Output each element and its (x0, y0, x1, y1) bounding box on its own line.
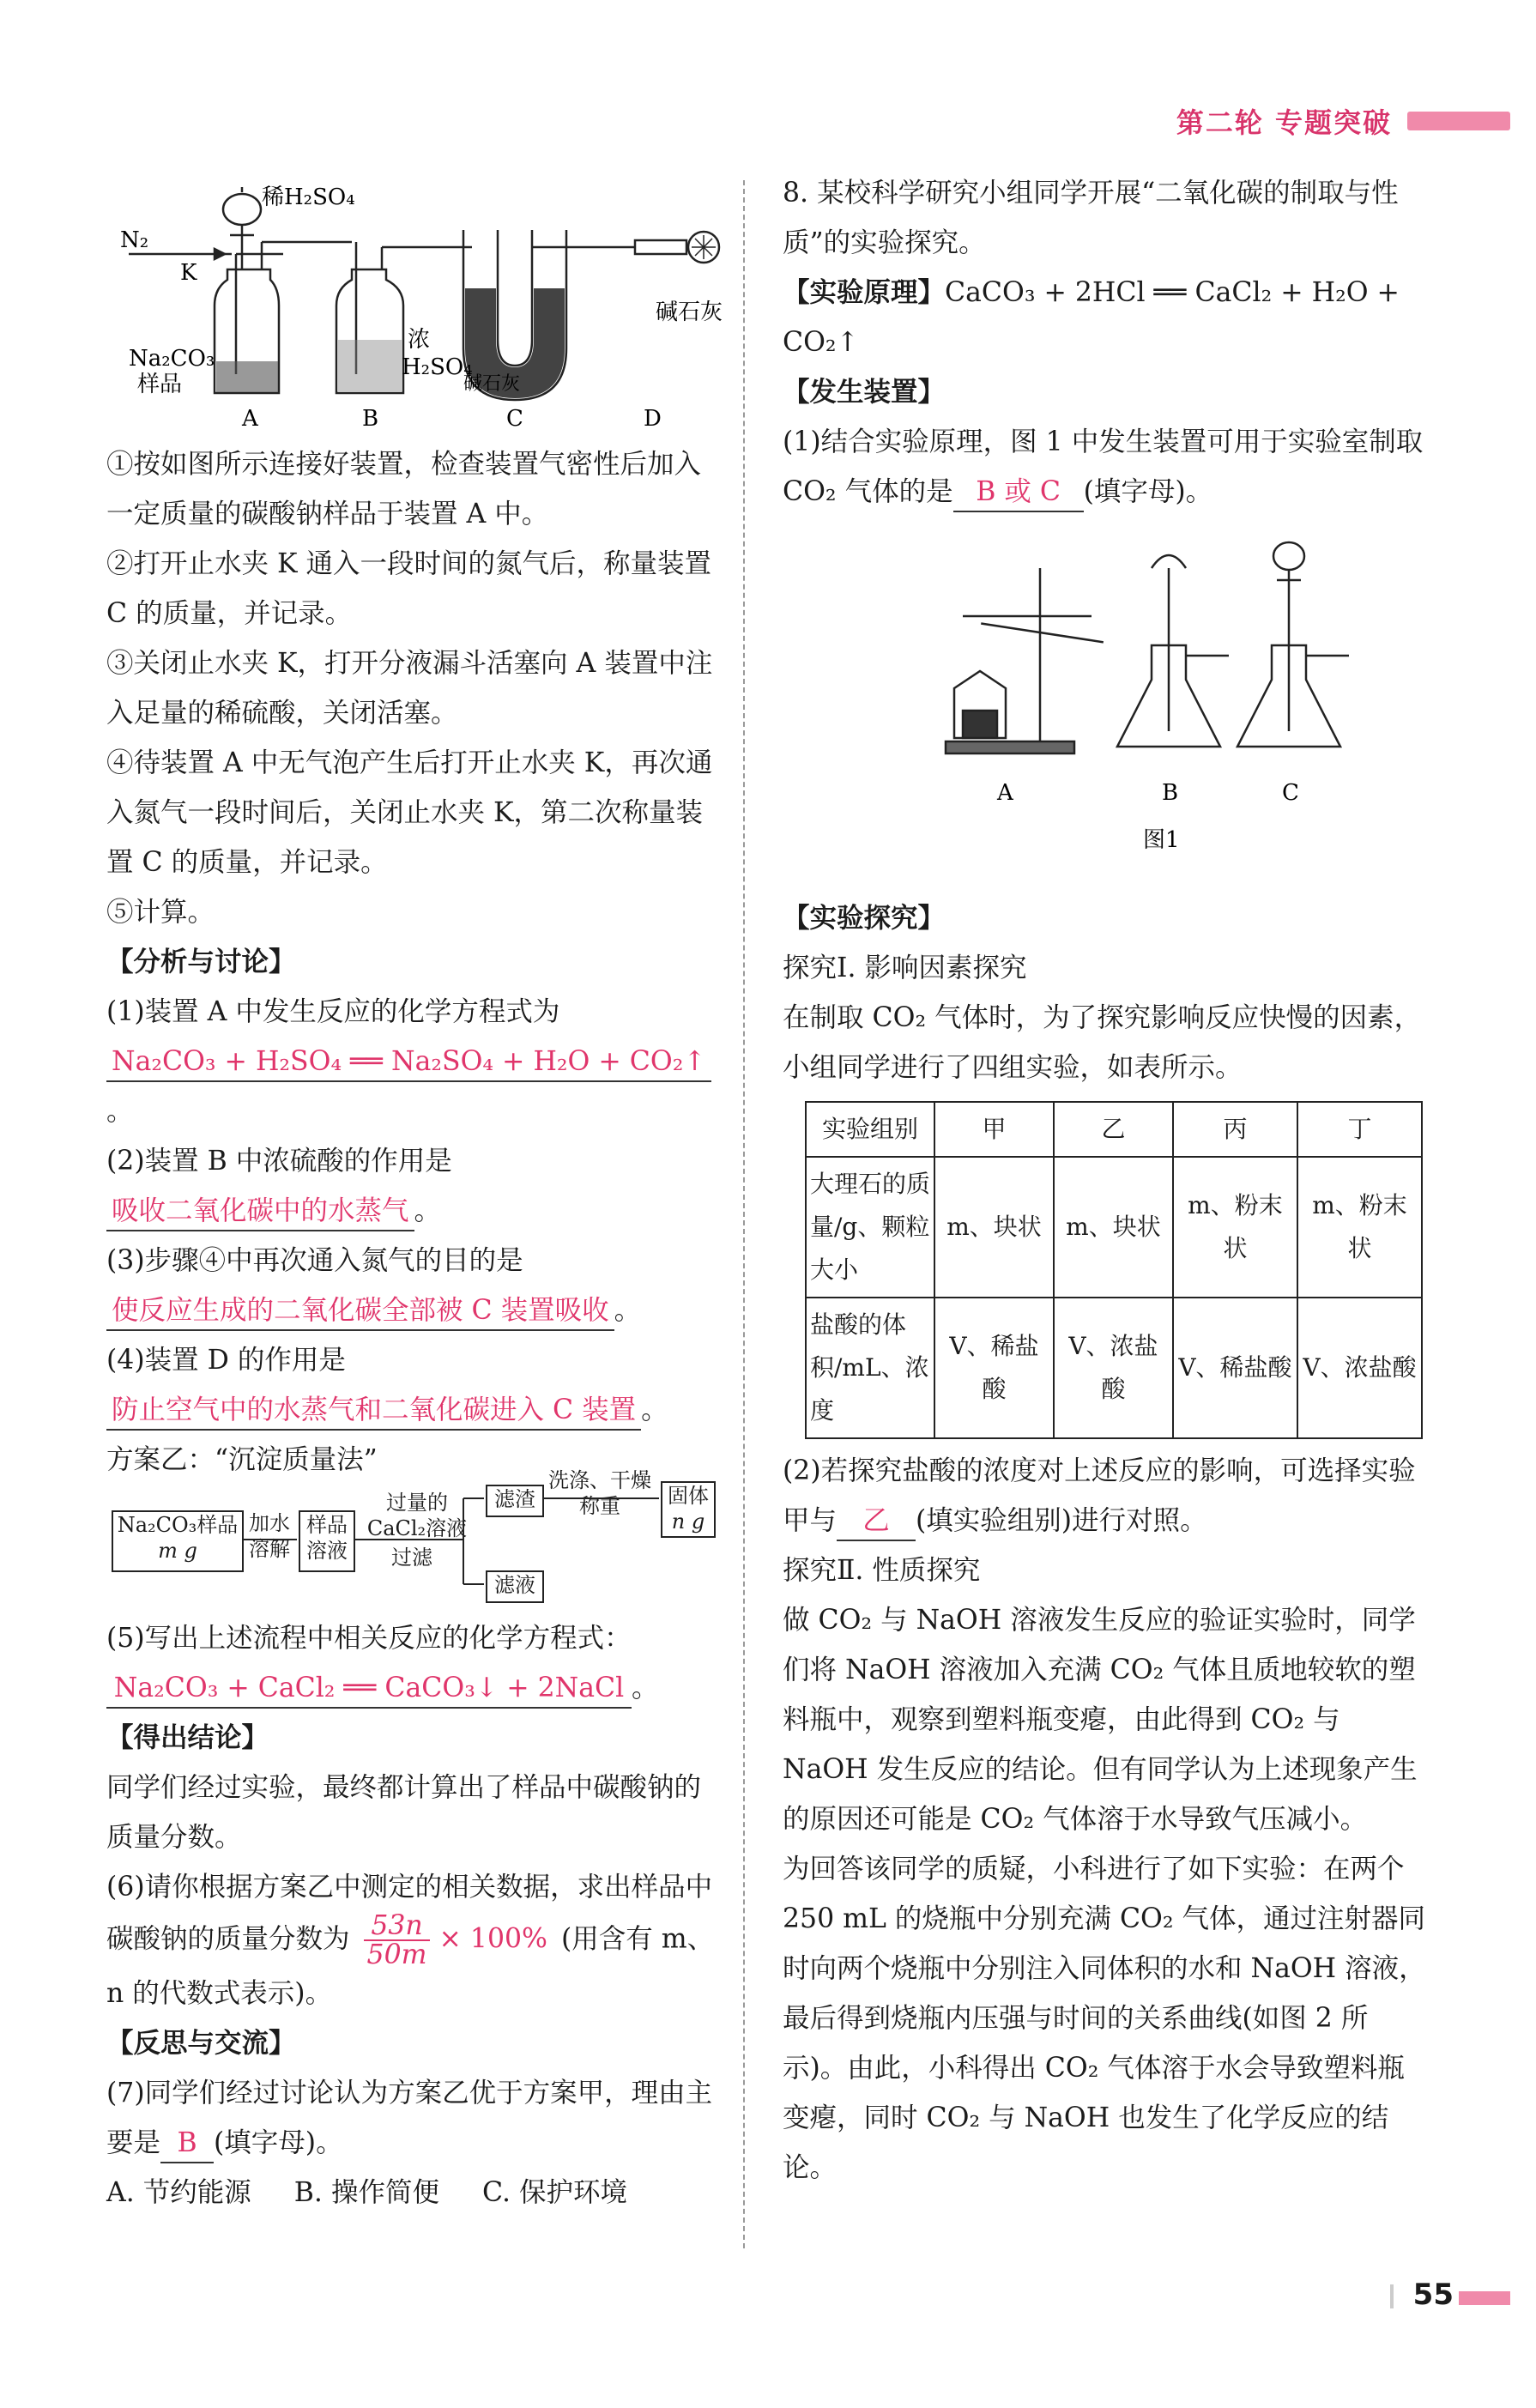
page-tick (1390, 2284, 1394, 2308)
plan-b-title: 方案乙：“沉淀质量法” (106, 1444, 378, 1475)
answer-d1[interactable]: B 或 C (953, 473, 1084, 512)
explore-2-title: 探究Ⅱ. 性质探究 (783, 1555, 981, 1586)
table-cell: m、粉末状 (1173, 1157, 1297, 1298)
question-2-right: (2)若探究盐酸的浓度对上述反应的影响，可选择实验甲与 乙 (填实验组别)进行对照。 (783, 1446, 1431, 1546)
analysis-title: 【分析与讨论】 (106, 946, 296, 977)
label-b: B (362, 406, 379, 432)
table-row-label: 大理石的质量/g、颗粒大小 (806, 1157, 934, 1298)
table-header: 甲 (934, 1102, 1054, 1157)
flow-solid-box: 固体 n g (661, 1481, 716, 1538)
answer-6[interactable]: $\frac{53n}{50m}$ × 100% (359, 1912, 553, 1969)
column-divider (743, 180, 745, 2248)
page-accent-bar (1459, 2291, 1510, 2305)
section-title: 第二轮 专题突破 (1176, 106, 1392, 139)
option-b[interactable]: B. 操作简便 (293, 2177, 439, 2208)
device-title: 【发生装置】 (783, 376, 946, 408)
answer-7[interactable]: B (160, 2124, 214, 2163)
label-soda-lime-c: 碱石灰 (463, 373, 521, 395)
question-1: (1)装置 A 中发生反应的化学方程式为Na₂CO₃ + H₂SO₄ ══ Na₂SO₄ + H₂O + CO₂↑。 (106, 987, 724, 1136)
reflect-title: 【反思与交流】 (106, 2027, 296, 2059)
table-cell: m、粉末状 (1297, 1157, 1422, 1298)
table-header: 丙 (1173, 1102, 1297, 1157)
fig1-label-b: B (1162, 780, 1179, 806)
answer-2[interactable]: 吸收二氧化碳中的水蒸气 (106, 1192, 414, 1231)
flow-step-1: 加水 溶解 (249, 1511, 290, 1561)
table-row-label: 盐酸的体积/mL、浓度 (806, 1298, 934, 1438)
question-6: (6)请你根据方案乙中测定的相关数据，求出样品中碳酸钠的质量分数为 $\frac{53n}{50m}$ × 100% (用含有 m、n 的代数式表示)。 (106, 1872, 715, 2009)
table-cell: m、块状 (934, 1157, 1054, 1298)
flow-filtrate-box: 滤液 (486, 1570, 544, 1603)
conclusion-text: 同学们经过实验，最终都计算出了样品中碳酸钠的质量分数。 (106, 1772, 702, 1853)
explore-1-text: 在制取 CO₂ 气体时，为了探究影响反应快慢的因素，小组同学进行了四组实验，如表所示。 (783, 1002, 1422, 1083)
table-header: 实验组别 (806, 1102, 934, 1157)
table-cell: V、稀盐酸 (934, 1298, 1054, 1438)
answer-3[interactable]: 使反应生成的二氧化碳全部被 C 装置吸收 (106, 1292, 614, 1331)
q8-title: 8. 某校科学研究小组同学开展“二氧化碳的制取与性质”的实验探究。 (783, 178, 1399, 258)
answer-r2[interactable]: 乙 (837, 1502, 916, 1541)
figure-1 (783, 517, 1400, 877)
step-1: ①按如图所示连接好装置，检查装置气密性后加入一定质量的碳酸钠样品于装置 A 中。 (106, 449, 702, 529)
label-acid: 稀H₂SO₄ (262, 185, 355, 210)
table-header-row (806, 1102, 1422, 1157)
flow-step-2-filter: 过滤 (391, 1546, 432, 1570)
flow-arrows (0, 0, 738, 1631)
label-conc-2: H₂SO₄ (402, 354, 473, 380)
principle: 【实验原理】CaCO₃ + 2HCl ══ CaCl₂ + H₂O + CO₂↑ (783, 276, 1400, 358)
label-k: K (180, 260, 197, 286)
fig1-label-c: C (1282, 780, 1299, 806)
table-cell: V、浓盐酸 (1054, 1298, 1173, 1438)
right-column (783, 168, 1431, 2193)
label-n2: N₂ (120, 227, 149, 253)
label-conc-1: 浓 (408, 327, 431, 353)
step-5: ⑤计算。 (106, 897, 215, 928)
left-column: ①按如图所示连接好装置，检查装置气密性后加入一定质量的碳酸钠样品于装置 A 中。 ②打开止水夹 K 通入一段时间的氮气后，称量装置 C 的质量，并记录。 ③关闭止水夹 K，打开分液漏斗活塞向 A 装置中注入足量的稀硫酸，关闭活塞。 ④待装置 A 中无气泡产生后打开止水夹 K，再次通入氮气一段时间后，关闭止水夹 K，第二次称量装置 C 的质量，并记录。 ⑤计算。 【分析与讨论】 (1)装置 A 中发生反应的化学方程式为Na₂CO₃ + H₂SO₄ ══ Na₂SO₄ + H₂O + CO₂↑。 (2)装置 B 中浓硫酸的作用是吸收二氧化碳中的水蒸气 。 (3)步骤④中再次通入氮气的目的是使反应生成的二氧化碳全部被 C 装置吸收 。 (4)装置 D 的作用是防止空气中的水蒸气和二氧化碳进入 C 装置 。 方案乙：“沉淀质量法” (5)写出上述流程中相关反应的化学方程式： Na₂CO₃ + CaCl₂ ══ CaCO₃↓ + 2NaCl 。 【得出结论】 同学们经过实验，最终都计算出了样品中碳酸钠的质量分数。 (6)请你根据方案乙中测定的相关数据，求出样品中碳酸钠的质量分数为 $\frac{53n}{50m}$ × 100% (用含有 m、n 的代数式表示)。 【反思与交流】 (7)同学们经过讨论认为方案乙优于方案甲，理由主要是 B (填字母)。 A. 节约能源 B. 操作简便 C. 保护环境 (106, 439, 724, 2217)
question-7: (7)同学们经过讨论认为方案乙优于方案甲，理由主要是 B (填字母)。 (106, 2068, 724, 2168)
page-number: 55 (1412, 2278, 1454, 2312)
table-cell: V、浓盐酸 (1297, 1298, 1422, 1438)
question-4: (4)装置 D 的作用是防止空气中的水蒸气和二氧化碳进入 C 装置 。 (106, 1335, 724, 1435)
fig1-caption: 图1 (1143, 827, 1180, 853)
fig1-label-a: A (997, 780, 1013, 806)
flow-step-2: 过量的 CaCl₂溶液 (366, 1491, 468, 1540)
option-a[interactable]: A. 节约能源 (106, 2177, 251, 2208)
table-cell: m、块状 (1054, 1157, 1173, 1298)
label-sample: Na₂CO₃ (129, 346, 215, 372)
table-cell: V、稀盐酸 (1173, 1298, 1297, 1438)
question-3: (3)步骤④中再次通入氮气的目的是使反应生成的二氧化碳全部被 C 装置吸收 。 (106, 1236, 724, 1335)
flow-step-3: 洗涤、干燥 称重 (548, 1468, 651, 1518)
flow-residue-box: 滤渣 (486, 1485, 544, 1517)
flow-solution-box: 样品 溶液 (299, 1510, 355, 1572)
option-c[interactable]: C. 保护环境 (481, 2177, 627, 2208)
experiment-table (805, 1101, 1423, 1439)
question-5: (5)写出上述流程中相关反应的化学方程式： (106, 1623, 632, 1654)
step-2: ②打开止水夹 K 通入一段时间的氮气后，称量装置 C 的质量，并记录。 (106, 548, 712, 629)
label-soda-lime-d: 碱石灰 (656, 299, 723, 325)
table-row (806, 1157, 1422, 1298)
table-header: 乙 (1054, 1102, 1173, 1157)
flow-sample-box: Na₂CO₃样品 m g (112, 1510, 244, 1572)
svg-text:样品: 样品 (137, 372, 183, 397)
table-header: 丁 (1297, 1102, 1422, 1157)
page-header (1176, 101, 1510, 141)
explore-2-para-2: 为回答该同学的质疑，小科进行了如下实验：在两个 250 mL 的烧瓶中分别充满 CO₂ 气体，通过注射器同时向两个烧瓶中分别注入同体积的水和 NaOH 溶液，最后得到烧瓶内压强与时间的关系曲线(如图 2 所示)。由此，小科得出 CO₂ 气体溶于水会导致塑料瓶变瘪，同时 CO₂ 与 NaOH 也发生了化学反应的结论。 (783, 1854, 1426, 2183)
label-d: D (644, 406, 662, 432)
device-q1: (1)结合实验原理，图 1 中发生装置可用于实验室制取 CO₂ 气体的是 B 或 C (填字母)。 (783, 417, 1431, 517)
question-2: (2)装置 B 中浓硫酸的作用是吸收二氧化碳中的水蒸气 。 (106, 1136, 724, 1236)
label-c: C (506, 406, 523, 432)
explore-title: 【实验探究】 (783, 902, 946, 934)
step-3: ③关闭止水夹 K，打开分液漏斗活塞向 A 装置中注入足量的稀硫酸，关闭活塞。 (106, 648, 713, 729)
header-accent-bar (1407, 112, 1510, 130)
answer-5[interactable]: Na₂CO₃ + CaCl₂ ══ CaCO₃↓ + 2NaCl (106, 1669, 632, 1709)
explore-2-para-1: 做 CO₂ 与 NaOH 溶液发生反应的验证实验时，同学们将 NaOH 溶液加入充满 CO₂ 气体且质地较软的塑料瓶中，观察到塑料瓶变瘪，由此得到 CO₂ 与 NaOH 发生反应的结论。但有同学认为上述现象产生的原因还可能是 CO₂ 气体溶于水导致气压减小。 (783, 1605, 1418, 1835)
label-a: A (242, 406, 258, 432)
answer-1[interactable]: Na₂CO₃ + H₂SO₄ ══ Na₂SO₄ + H₂O + CO₂↑ (106, 1043, 711, 1082)
explore-1-title: 探究Ⅰ. 影响因素探究 (783, 953, 1027, 983)
answer-4[interactable]: 防止空气中的水蒸气和二氧化碳进入 C 装置 (106, 1391, 641, 1431)
conclusion-title: 【得出结论】 (106, 1721, 269, 1753)
table-row (806, 1298, 1422, 1438)
step-4: ④待装置 A 中无气泡产生后打开止水夹 K，再次通入氮气一段时间后，关闭止水夹 K，第二次称量装置 C 的质量，并记录。 (106, 747, 713, 878)
options (106, 2168, 724, 2217)
